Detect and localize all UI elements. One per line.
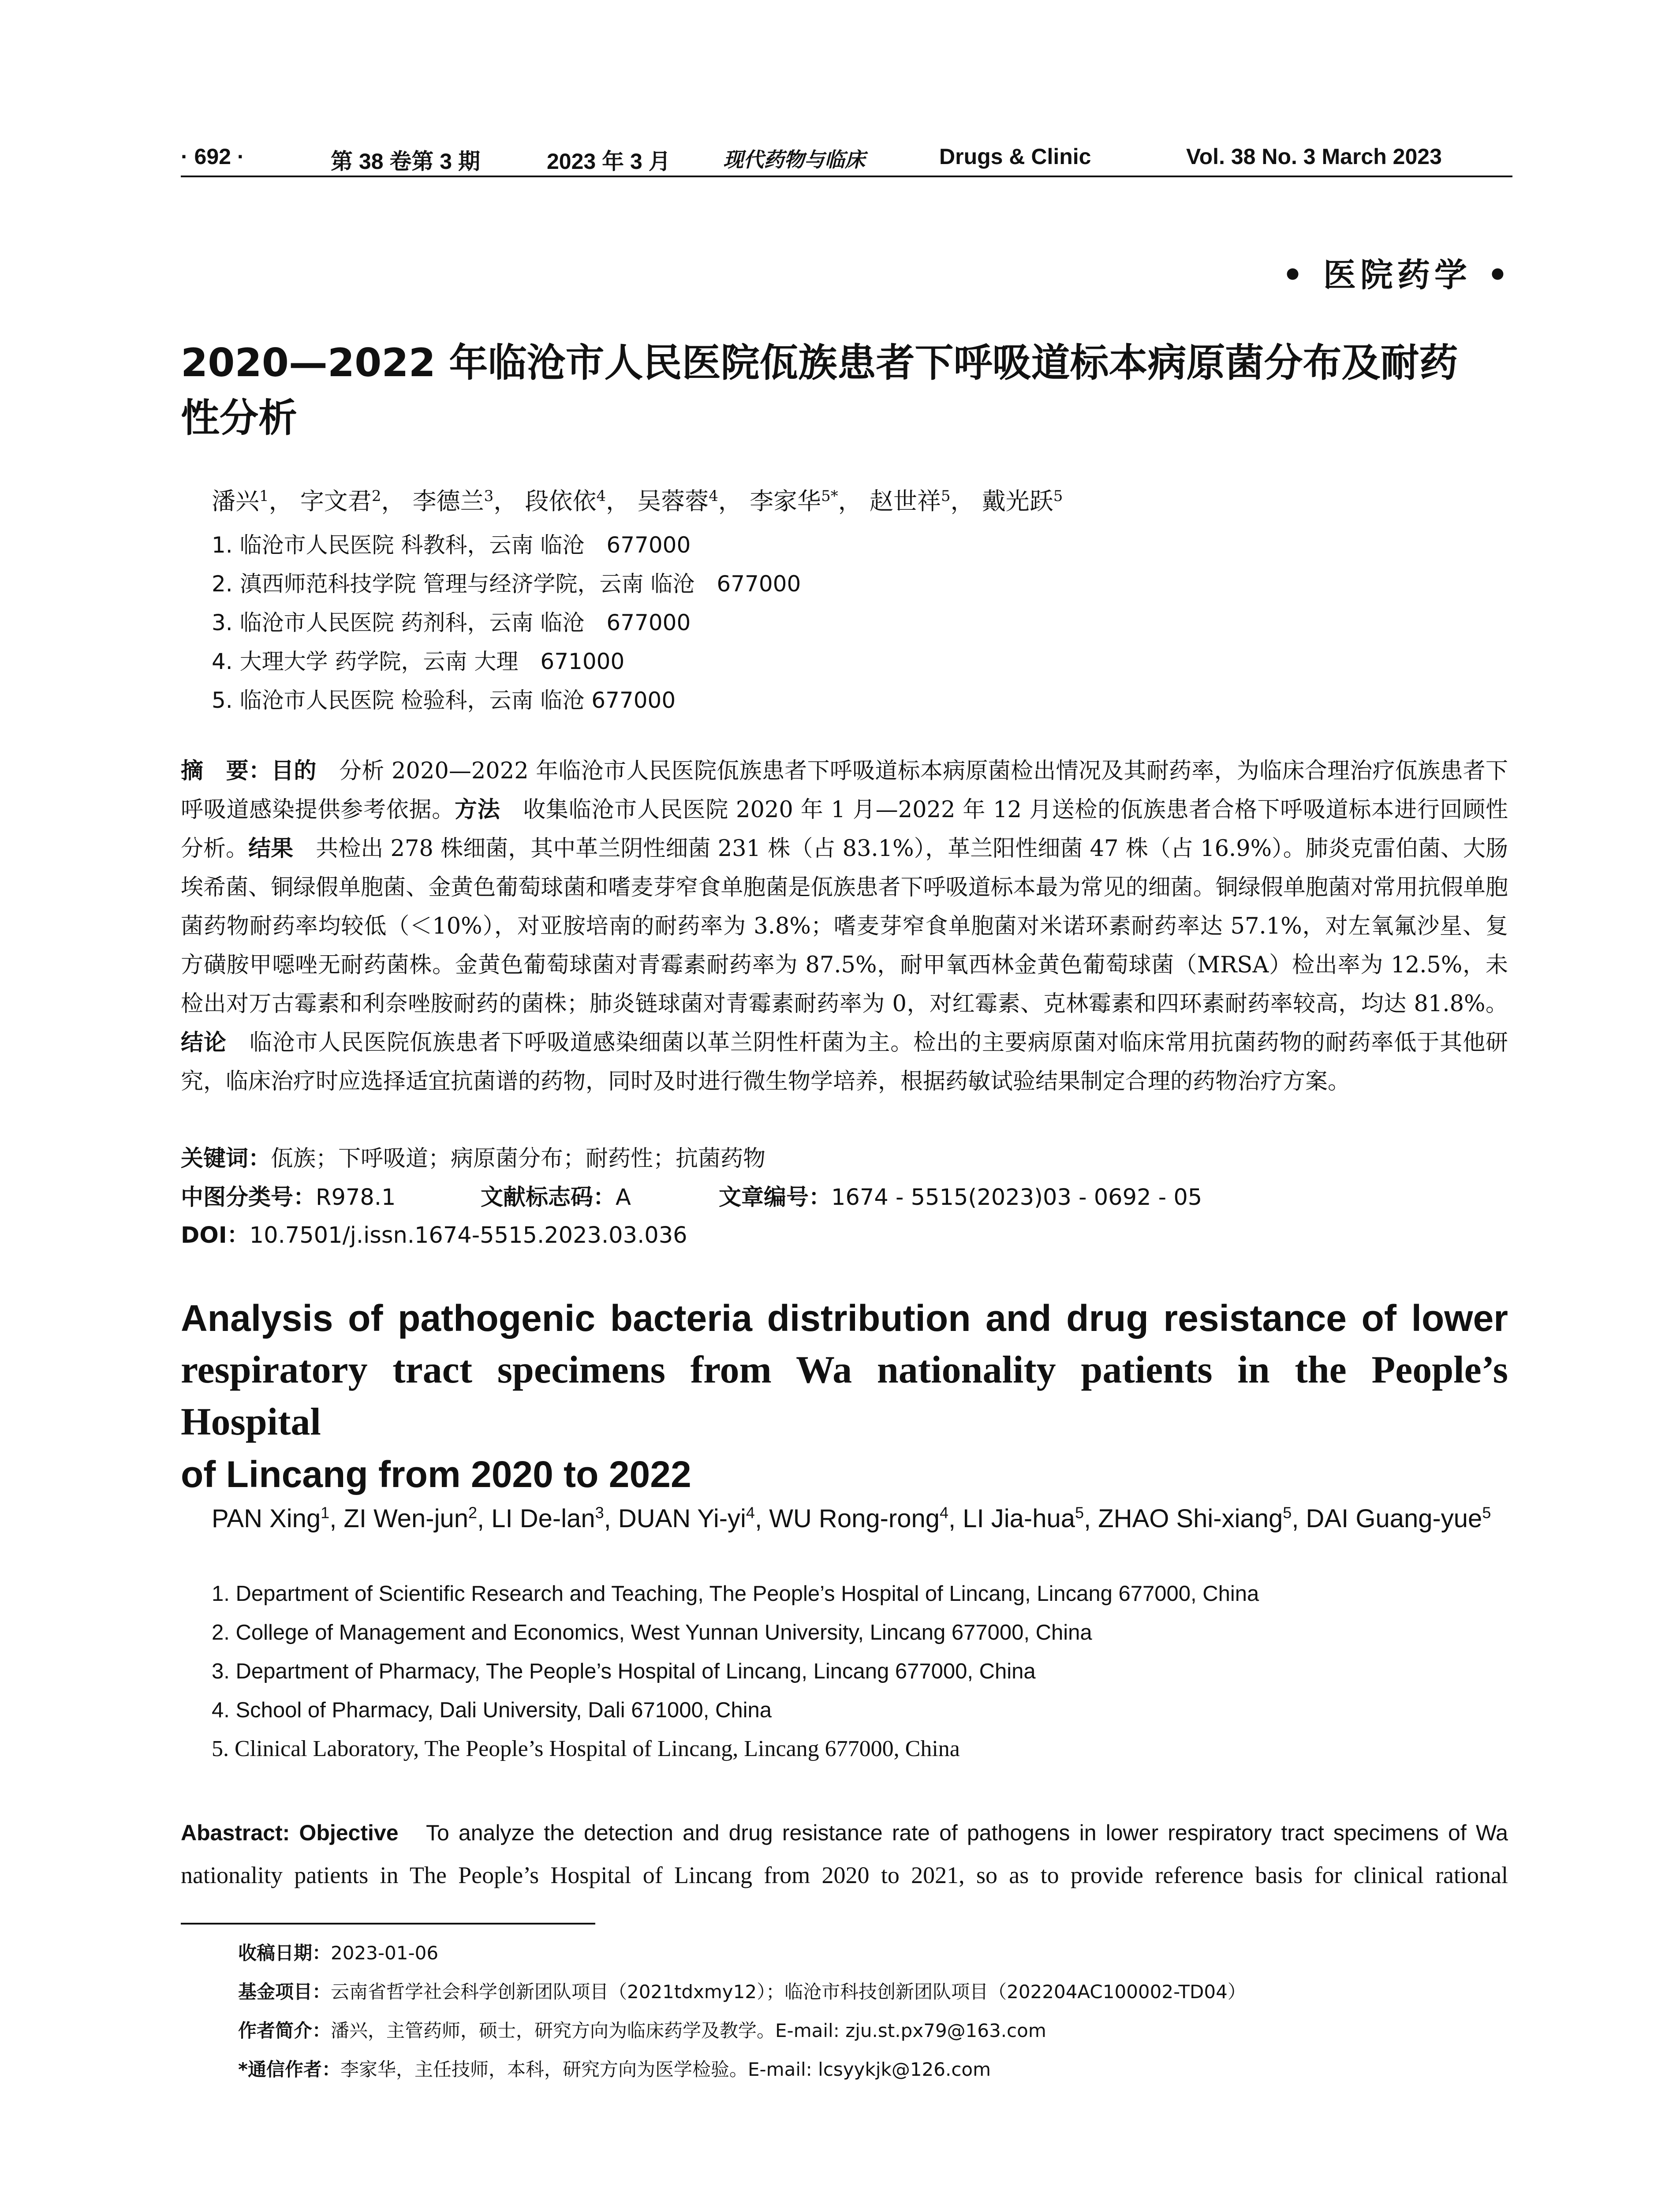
affiliation-en: 1. Department of Scientific Research and Teaching, The People’s Hospital of Lincang, Lincang 677000, China [212,1582,1259,1606]
author-en: WU Rong-rong$^4$ [769,1504,949,1533]
abstract-en-label: Abastract: [181,1820,290,1845]
affiliation-cn: 5. 临沧市人民医院 检验科，云南 临沧 677000 [212,688,676,713]
author-en: ZHAO Shi-xiang$^5$ [1098,1504,1292,1533]
title-en-line: of Lincang from 2020 to 2022 [181,1454,691,1495]
abstract-cn [181,752,1508,1101]
running-header [181,141,1512,176]
affiliation-en: 5. Clinical Laboratory, The People’s Hospital of Lincang, Lincang 677000, China [212,1736,960,1761]
authors-en: PAN Xing$^1$, ZI Wen-jun$^2$, LI De-lan$^3$, DUAN $Yi-yi^4$, WU Rong-rong$^4$, LI Jia-hua$^5$, ZHAO Shi-xiang$^5$, DAI Guang-yue$^5$ [212,1504,1491,1533]
doi-line [181,1218,1508,1253]
article-number: 文章编号： 1674 - 5515(2023)03 - 0692 - 05 [719,1185,1202,1211]
results-text: 共检出 278 株细菌，其中革兰阴性细菌 231 株（占 83.1%），革兰阳性细菌 47 株（占 16.9%）。肺炎克雷伯菌、大肠埃希菌、铜绿假单胞菌、金黄色葡萄球菌和嗜麦芽窄食单胞菌是佤族患者下呼吸道标本最为常见的细菌。铜绿假单胞菌对常用抗假单胞菌药物耐药率均较低（＜10%），对亚胺培南的耐药率为 3.8%；嗜麦芽窄食单胞菌对米诺环素耐药率达 57.1%，对左氧氟沙星、复方磺胺甲噁唑无耐药菌株。金黄色葡萄球菌对青霉素耐药率为 87.5%，耐甲氧西林金黄色葡萄球菌（MRSA）检出率为 12.5%，未检出对万古霉素和利奈唑胺耐药的菌株；肺炎链球菌对青霉素耐药率为 0，对红霉素、克林霉素和四环素耐药率较高，均达 81.8%。 [181,836,1508,1017]
abstract-en [181,1812,1508,1896]
section-tag: • 医院药学 • [1282,256,1512,294]
affiliation-en: 4. School of Pharmacy, Dali University, Dali 671000, China [212,1698,772,1722]
affiliations-en [212,1574,1490,1768]
abstract-en-line: nationality patients in The People’s Hospital of Lincang from 2020 to 2021, so as to provide reference basis for clinical rational [181,1862,1508,1888]
affiliation-en: 2. College of Management and Economics, West Yunnan University, Lincang 677000, China [212,1621,1092,1644]
header-rule [181,176,1512,177]
page-number: · 692 · [181,144,245,169]
author-cn: 李家华$^{5*}$ [750,487,838,515]
title-cn: 2020—2022 年临沧市人民医院佤族患者下呼吸道标本病原菌分布及耐药性分析 [181,340,1458,441]
authors-cn: 潘兴$^1$， 字文君$^2$， 李德兰$^3$， 段依依$^4$， 吴蓉蓉$^4$， 李家华$^{5*}$， 赵世祥$^5$， 戴光跃$^5$ [212,487,1063,515]
methods-label: 方法 [455,797,500,823]
document-code: 文献标志码： A [481,1185,631,1211]
author-en: LI De-lan$^3$ [491,1504,604,1533]
title-en-line: Analysis of pathogenic bacteria distribution and drug resistance of lower [181,1297,1508,1339]
author-en: DAI Guang-yue$^5$ [1306,1504,1491,1533]
footnotes [238,1934,1508,2089]
journal-name-en: Drugs & Clinic [939,144,1091,169]
fund-info: 基金项目：云南省哲学社会科学创新团队项目（2021tdxmy12）；临沧市科技创新团队项目（202204AC100002-TD04） [238,1981,1246,2003]
volume-en: Vol. 38 No. 3 March 2023 [1186,144,1442,169]
conclusion-text: 临沧市人民医院佤族患者下呼吸道感染细菌以革兰阴性杆菌为主。检出的主要病原菌对临床常用抗菌药物的耐药率低于其他研究，临床治疗时应选择适宜抗菌谱的药物，同时及时进行微生物学培养，根据药敏试验结果制定合理的药物治疗方案。 [181,1030,1508,1095]
doi-label: DOI： [181,1222,250,1248]
volume-cn: 第 38 卷第 3 期 [331,149,480,174]
footnote-rule [181,1923,595,1925]
author-en: PAN Xing$^1$ [212,1504,330,1533]
received-date: 收稿日期：2023-01-06 [238,1942,439,1964]
title-en-line: respiratory tract specimens from Wa nationality patients in the People’s Hospital [181,1349,1508,1443]
author-cn: 赵世祥$^5$ [869,487,951,515]
author-cn: 李德兰$^3$ [412,487,494,515]
objective-en-label: Objective [299,1820,399,1845]
objective-text: 分析 2020—2022 年临沧市人民医院佤族患者下呼吸道标本病原菌检出情况及其耐药率，为临床合理治疗佤族患者下呼吸道感染提供参考依据。 [181,758,1508,823]
keywords-cn [181,1141,1508,1177]
results-label: 结果 [248,836,294,862]
affiliation-cn: 2. 滇西师范科技学院 管理与经济学院，云南 临沧 677000 [212,571,801,597]
date-cn: 2023 年 3 月 [547,149,671,174]
objective-label: 目的 [271,758,317,784]
abstract-label: 摘 要： [181,758,272,784]
conclusion-label: 结论 [181,1030,227,1056]
keywords-text: 佤族；下呼吸道；病原菌分布；耐药性；抗菌药物 [271,1146,766,1172]
methods-text: 收集临沧市人民医院 2020 年 1 月—2022 年 12 月送检的佤族患者合格下呼吸道标本进行回顾性分析。 [181,797,1508,862]
abstract-en-line: Abastract: Objective To analyze the detection and drug resistance rate of pathogens in lower respiratory tract specimens of Wa [181,1820,1508,1845]
affiliation-cn: 3. 临沧市人民医院 药剂科，云南 临沧 677000 [212,610,691,635]
author-en: DUAN $Yi-yi^4$ [618,1504,755,1533]
author-en: LI Jia-hua$^5$ [963,1504,1084,1533]
clc-code: 中图分类号： R978.1 [181,1185,396,1211]
affiliation-cn: 1. 临沧市人民医院 科教科，云南 临沧 677000 [212,532,691,558]
author-cn: 吴蓉蓉$^4$ [637,487,718,515]
author-bio: 作者简介：潘兴，主管药师，硕士，研究方向为临床药学及教学。E-mail: zju.st.px79@163.com [238,2020,1046,2041]
author-cn: 段依依$^4$ [525,487,606,515]
doi-link[interactable]: 10.7501/j.issn.1674-5515.2023.03.036 [249,1222,687,1248]
corresponding-author: *通信作者：李家华，主任技师，本科，研究方向为医学检验。E-mail: lcsyykjk@126.com [238,2059,991,2080]
author-en: ZI Wen-jun$^2$ [343,1504,478,1533]
affiliation-cn: 4. 大理大学 药学院，云南 大理 671000 [212,649,625,674]
author-cn: 戴光跃$^5$ [982,487,1063,515]
affiliation-en: 3. Department of Pharmacy, The People’s Hospital of Lincang, Lincang 677000, China [212,1659,1036,1683]
affiliations-cn [212,526,1490,720]
keywords-label: 关键词： [181,1146,271,1172]
journal-name-cn: 现代药物与临床 [723,148,865,172]
author-cn: 字文君$^2$ [300,487,381,515]
title-en [181,1292,1508,1500]
author-cn: 潘兴$^1$ [212,487,269,515]
